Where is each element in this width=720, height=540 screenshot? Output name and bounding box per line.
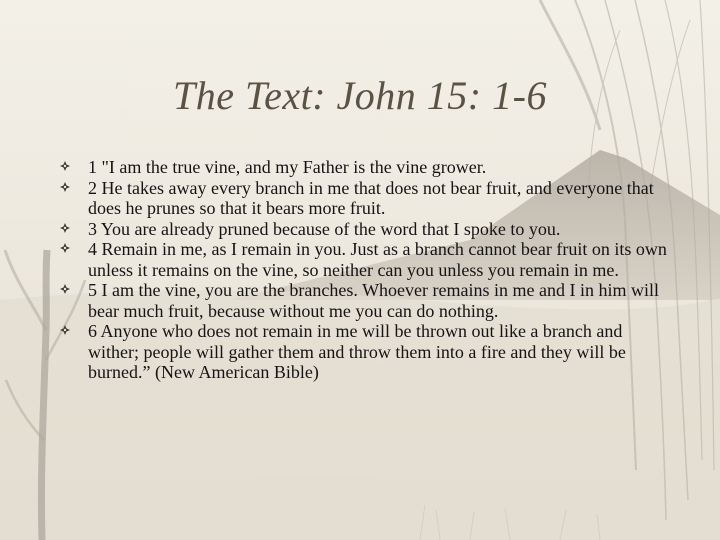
- fleuron-icon: [60, 284, 70, 294]
- list-item: [60, 219, 670, 240]
- verse-text: 5 I am the vine, you are the branches. Whoever remains in me and I in him will bear much fruit, because without me you can do nothing.: [88, 280, 659, 321]
- list-item: [60, 239, 670, 280]
- list-item: [60, 178, 670, 219]
- list-item: [60, 321, 670, 383]
- fleuron-icon: [60, 182, 70, 192]
- verse-text: 1 "I am the true vine, and my Father is the vine grower.: [88, 157, 487, 177]
- verse-text: 4 Remain in me, as I remain in you. Just as a branch cannot bear fruit on its own unless it remains on the vine, so neither can you unless you remain in me.: [88, 239, 667, 280]
- scripture-list: [60, 157, 670, 383]
- fleuron-icon: [60, 223, 70, 233]
- fleuron-icon: [60, 243, 70, 253]
- fleuron-icon: [60, 325, 70, 335]
- list-item: [60, 157, 670, 178]
- verse-text: 2 He takes away every branch in me that does not bear fruit, and everyone that does he prunes so that it bears more fruit.: [88, 177, 654, 218]
- verse-text: 6 Anyone who does not remain in me will be thrown out like a branch and wither; people will gather them and throw them into a fire and they will be burned.” (New American Bible): [88, 321, 626, 382]
- fleuron-icon: [60, 161, 70, 171]
- slide-title: The Text: John 15: 1-6: [173, 73, 547, 118]
- list-item: [60, 280, 670, 321]
- verse-text: 3 You are already pruned because of the word that I spoke to you.: [88, 218, 561, 239]
